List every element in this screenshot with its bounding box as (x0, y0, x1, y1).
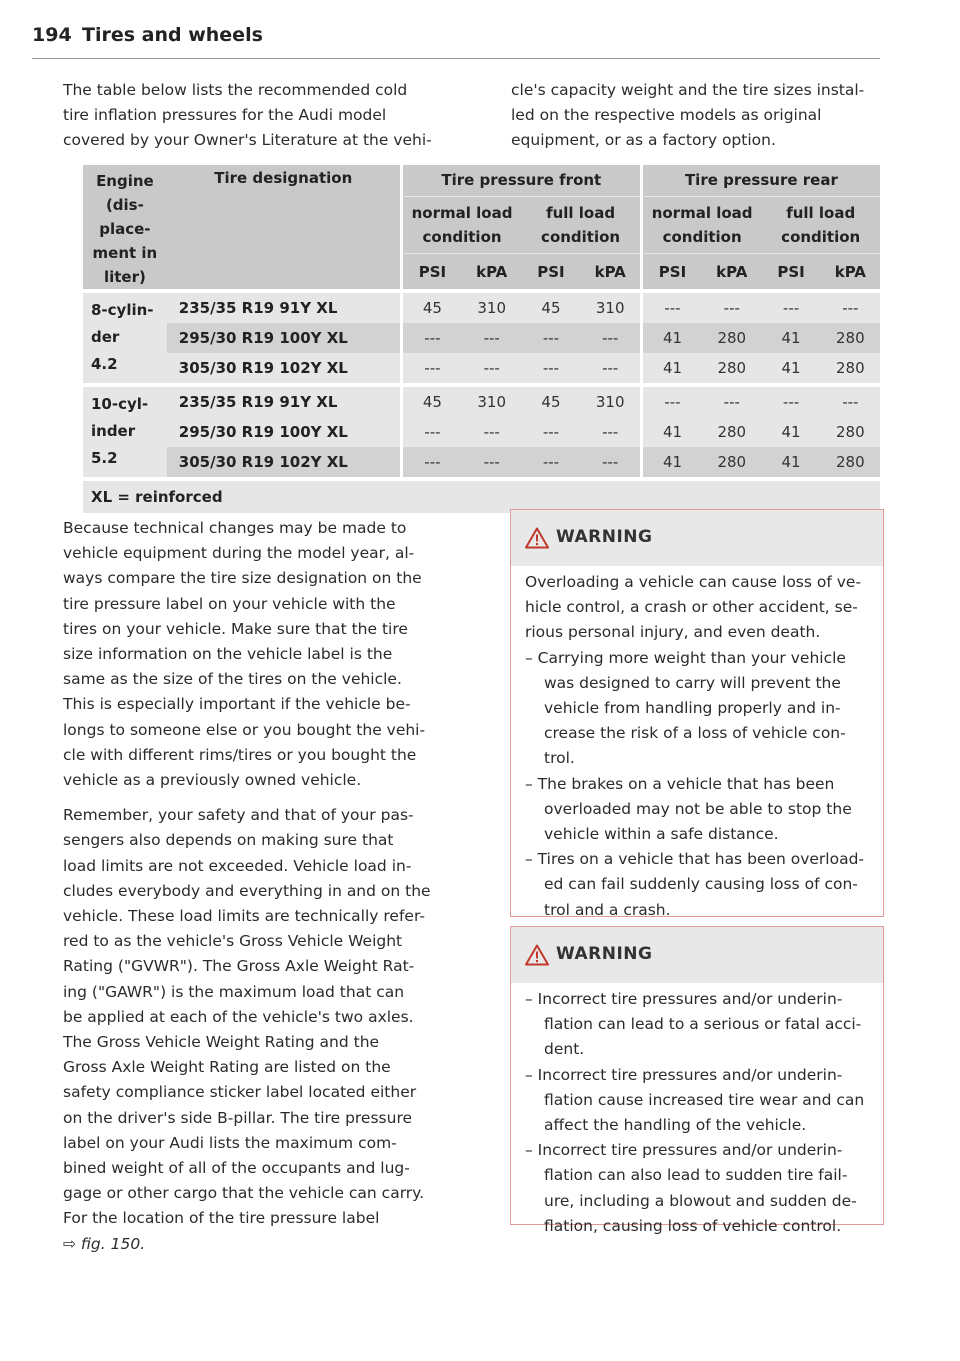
table-cell: 41 (640, 447, 702, 477)
table-cell: --- (462, 417, 521, 447)
list-item: – Carrying more weight than your vehicle was designed to carry will prevent the vehicle from handling properly and in- crease the risk of a loss of vehicle con- trol. (525, 648, 846, 768)
list-item: – The brakes on a vehicle that has been overloaded may not be able to stop the vehicle within a safe distance. (525, 774, 852, 844)
header-unit-psi: PSI (761, 254, 820, 289)
warning-title: WARNING (556, 944, 653, 964)
table-cell: --- (521, 447, 580, 477)
table-row (83, 417, 880, 447)
table-cell: --- (640, 383, 702, 417)
table-cell: --- (821, 383, 880, 417)
table-cell: 280 (821, 353, 880, 383)
table-cell: 280 (821, 417, 880, 447)
text-line: cle's capacity weight and the tire sizes instal- (511, 81, 865, 99)
table-cell: --- (640, 289, 702, 323)
section-title: Tires and wheels (82, 24, 263, 46)
table-footnote: XL = reinforced (83, 477, 880, 513)
table-cell: --- (400, 417, 462, 447)
table-cell: 280 (821, 323, 880, 353)
figure-reference-link[interactable]: ⇨ fig. 150. (63, 1234, 146, 1253)
table-cell: --- (702, 289, 761, 323)
table-cell: --- (581, 353, 640, 383)
table-cell: 310 (462, 383, 521, 417)
table-cell: 45 (400, 383, 462, 417)
paragraph: Remember, your safety and that of your pas- sengers also depends on making sure that load limits are not exceeded. Vehicle load in- cludes everybody and everything in and on the vehicle. These load limits are technically refer- red to as the vehicle's Gross Vehicle Weight Rating ("GVWR"). The Gross Axle Weight Rat- ing ("GAWR") is the maximum load that can be applied at each of the vehicle's two axles. The Gross Vehicle Weight Rating and the Gross Axle Weight Rating are listed on the safety compliance sticker label located either on the driver's side B-pillar. The tire pressure label on your Audi lists the maximum com- bined weight of all of the occupants and lug- gage or other cargo that the vehicle can carry. For the location of the tire pressure label ⇨ fig. 150. (63, 803, 483, 1257)
table-row (83, 289, 880, 323)
header-rear-full-load: full load condition (761, 197, 880, 255)
header-unit-kpa: kPA (702, 254, 761, 289)
table-cell: 310 (462, 289, 521, 323)
warning-triangle-icon (525, 527, 549, 549)
tire-designation-cell: 295/30 R19 100Y XL (167, 323, 400, 353)
tire-designation-cell: 295/30 R19 100Y XL (167, 417, 400, 447)
warning-box-overloading (510, 509, 884, 917)
header-unit-psi: PSI (400, 254, 462, 289)
header-pressure-front: Tire pressure front (400, 165, 640, 197)
table-cell: --- (581, 447, 640, 477)
table-cell: --- (400, 353, 462, 383)
table-cell: 41 (640, 323, 702, 353)
table-cell: --- (581, 417, 640, 447)
table-row (83, 447, 880, 477)
tire-designation-cell: 305/30 R19 102Y XL (167, 353, 400, 383)
text-line: The table below lists the recommended cold (63, 81, 408, 99)
paragraph: Because technical changes may be made to vehicle equipment during the model year, al- ways compare the tire size designation on the tire pressure label on your vehicle with the tires on your vehicle. Make sure that the tire size information on the vehicle label is the same as the size of the tires on the vehicle. This is especially important if the vehicle be- longs to someone else or you bought the vehi- cle with different rims/tires or you bought the vehicle as a previously owned vehicle. (63, 519, 426, 790)
tire-designation-cell: 235/35 R19 91Y XL (167, 383, 400, 417)
header-unit-psi: PSI (640, 254, 702, 289)
warning-box-tire-pressure (510, 926, 884, 1235)
warning-triangle-icon (525, 944, 549, 966)
table-cell: 41 (761, 417, 820, 447)
table-cell: 310 (581, 289, 640, 323)
list-item: – Incorrect tire pressures and/or underin- flation can also lead to sudden tire fail- ure, including a blowout and sudden de- flation, causing loss of vehicle control. (525, 1141, 857, 1235)
text-line: led on the respective models as original (511, 106, 822, 124)
warning-header (511, 510, 883, 566)
table-cell: --- (462, 323, 521, 353)
table-cell: 45 (521, 383, 580, 417)
table-cell: --- (761, 383, 820, 417)
engine-cell: 10-cyl- inder 5.2 (83, 383, 167, 477)
table-cell: 280 (702, 417, 761, 447)
table-cell: 280 (702, 323, 761, 353)
page-number: 194 (32, 24, 72, 46)
tire-designation-cell: 235/35 R19 91Y XL (167, 289, 400, 323)
table-cell: --- (462, 353, 521, 383)
table-cell: --- (821, 289, 880, 323)
header-unit-kpa: kPA (581, 254, 640, 289)
table-row (83, 383, 880, 417)
table-cell: --- (400, 323, 462, 353)
list-item: – Tires on a vehicle that has been overload- ed can fail suddenly causing loss of con- trol and a crash. (525, 850, 865, 919)
warning-header (511, 927, 883, 983)
header-unit-kpa: kPA (462, 254, 521, 289)
warning-body: Overloading a vehicle can cause loss of ve- hicle control, a crash or other accident, se- rious personal injury, and even death. – Carrying more weight than your vehicle was designed to carry will prevent the vehicle from handling properly and in- crease the risk of a loss of vehicle con- trol. – The brakes on a vehicle that has been overloaded may not be able to stop the vehicle within a safe distance. – Tires on a vehicle that has been overload- ed can fail suddenly causing loss of con- trol and a crash. (511, 566, 883, 923)
header-pressure-rear: Tire pressure rear (640, 165, 880, 197)
tire-designation-cell: 305/30 R19 102Y XL (167, 447, 400, 477)
table-cell: 280 (702, 447, 761, 477)
tire-pressure-table (83, 165, 880, 505)
warning-body (511, 983, 883, 1239)
body-text (63, 516, 483, 1257)
header-unit-kpa: kPA (821, 254, 880, 289)
table-row (83, 353, 880, 383)
table-cell: --- (521, 417, 580, 447)
table-cell: --- (521, 353, 580, 383)
intro-paragraph-left (63, 78, 483, 153)
table-row (83, 323, 880, 353)
list-item: – Incorrect tire pressures and/or underin- flation can lead to a serious or fatal acci- dent. (525, 990, 862, 1059)
table-cell: 280 (702, 353, 761, 383)
table-cell: --- (702, 383, 761, 417)
table-cell: 41 (640, 417, 702, 447)
header-unit-psi: PSI (521, 254, 580, 289)
warning-title: WARNING (556, 527, 653, 547)
header-rear-normal-load: normal load condition (640, 197, 762, 255)
table-cell: 45 (521, 289, 580, 323)
text-line: equipment, or as a factory option. (511, 131, 776, 149)
engine-cell: 8-cylin- der 4.2 (83, 289, 167, 383)
header-front-full-load: full load condition (521, 197, 640, 255)
table-cell: --- (521, 323, 580, 353)
table-cell: 45 (400, 289, 462, 323)
table-cell: 280 (821, 447, 880, 477)
table-cell: --- (581, 323, 640, 353)
header-front-normal-load: normal load condition (400, 197, 522, 255)
table-cell: 310 (581, 383, 640, 417)
table-cell: 41 (640, 353, 702, 383)
header-tire-designation: Tire designation (167, 165, 400, 289)
table-cell: 41 (761, 323, 820, 353)
table-cell: --- (400, 447, 462, 477)
intro-paragraph-right (511, 78, 886, 153)
text-line: tire inflation pressures for the Audi model (63, 106, 387, 124)
page-header (32, 22, 880, 59)
table-cell: --- (761, 289, 820, 323)
table-cell: 41 (761, 447, 820, 477)
table-cell: --- (462, 447, 521, 477)
table-cell: 41 (761, 353, 820, 383)
header-engine: Engine (dis- place- ment in liter) (83, 165, 167, 289)
list-item: – Incorrect tire pressures and/or underin- flation cause increased tire wear and can affect the handling of the vehicle. (525, 1065, 865, 1135)
text-line: covered by your Owner's Literature at the vehi- (63, 131, 432, 149)
